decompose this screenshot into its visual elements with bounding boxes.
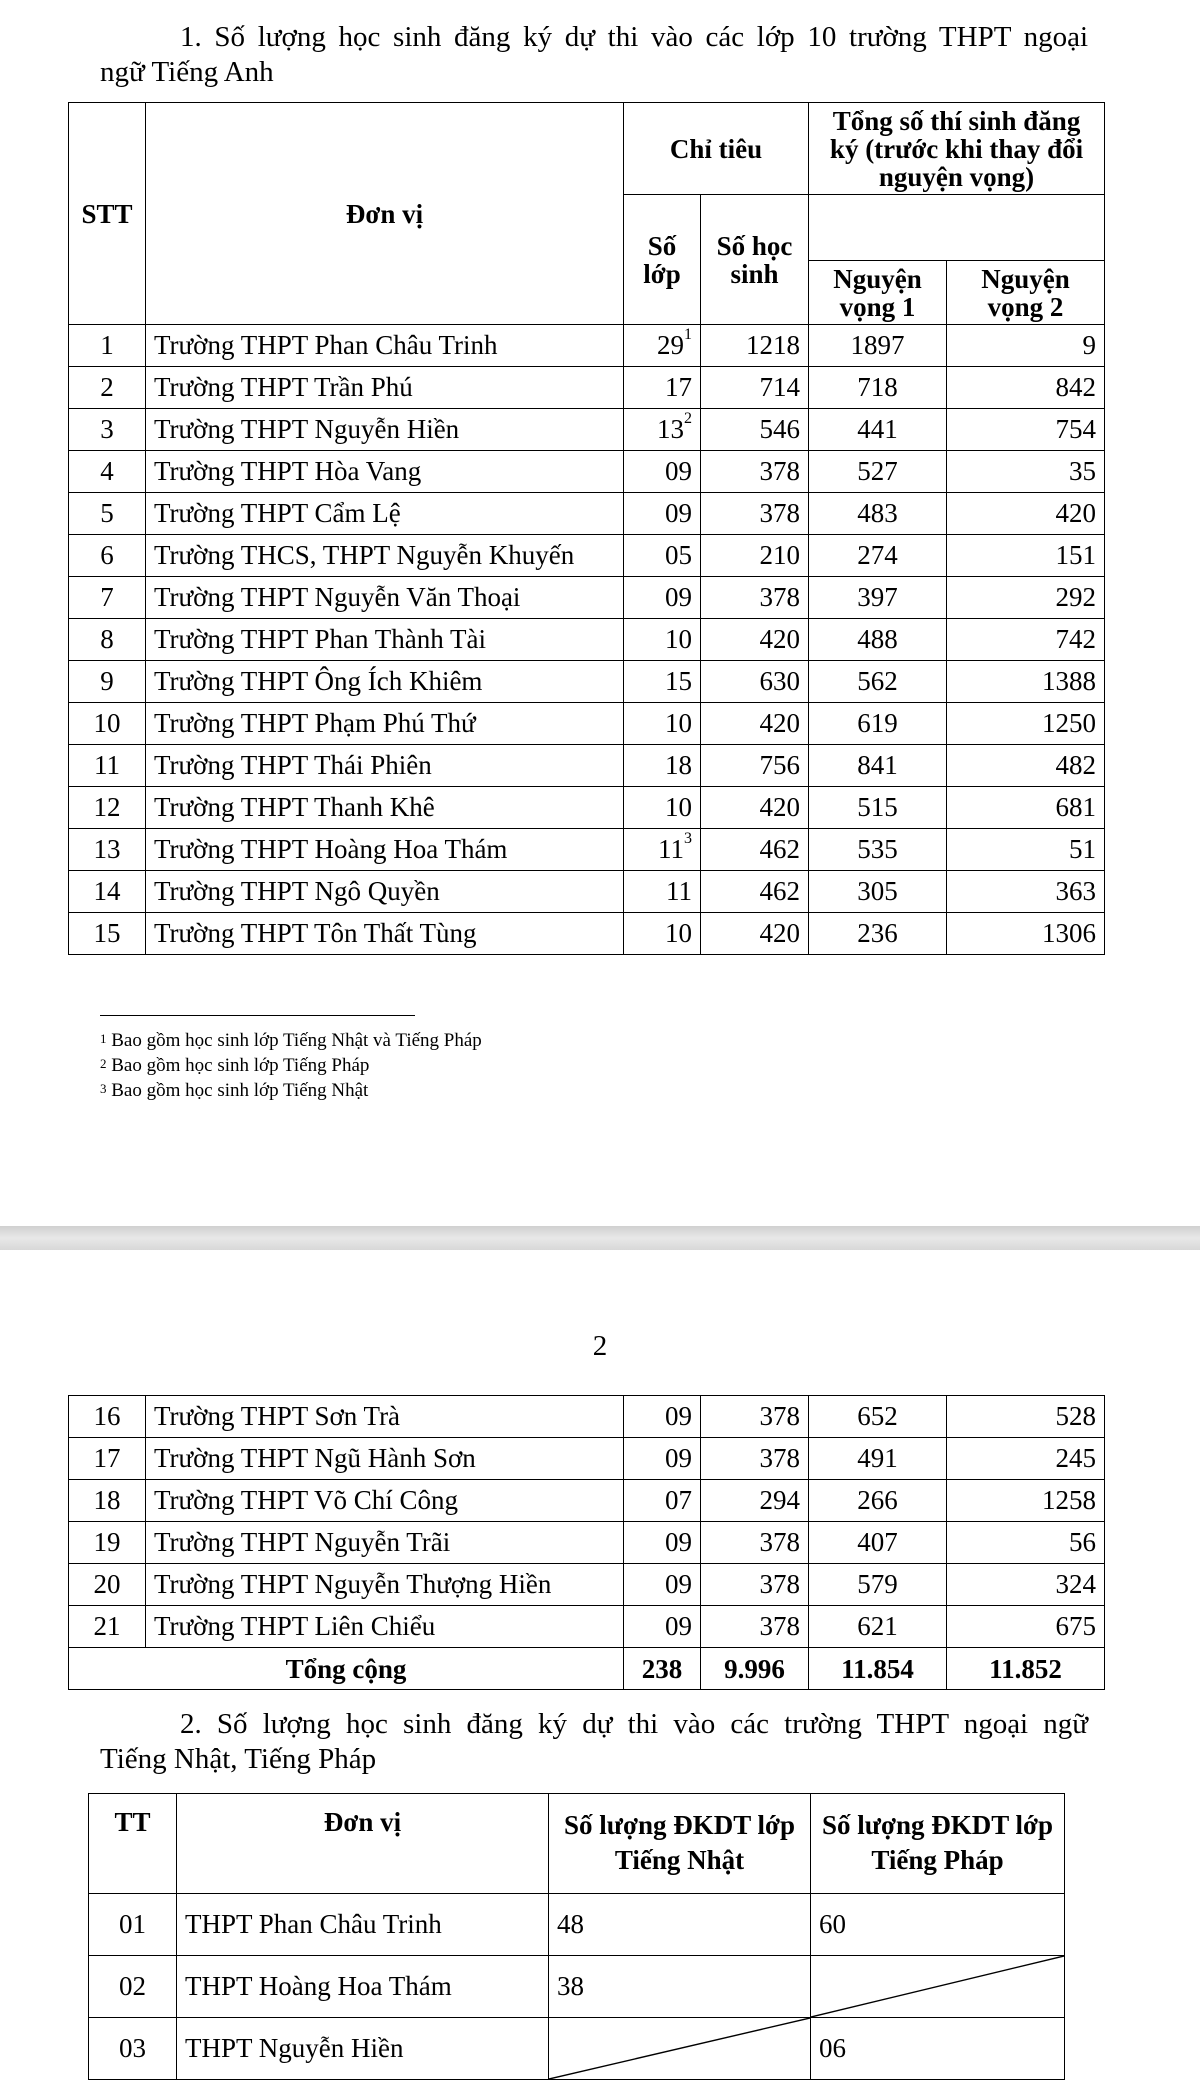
row-num-students: 378 <box>701 451 809 493</box>
row-num-classes <box>624 913 701 955</box>
row-nv2: 35 <box>947 451 1105 493</box>
row-num-classes-value: 10 <box>665 708 692 738</box>
row-unit-name: Trường THPT Cẩm Lệ <box>146 493 624 535</box>
table-row <box>69 1480 1105 1522</box>
row-nv2: 754 <box>947 409 1105 451</box>
row-num-students: 378 <box>701 1606 809 1648</box>
row-num-classes <box>624 493 701 535</box>
row-nv1: 397 <box>809 577 947 619</box>
header-tt: TT <box>89 1794 177 1894</box>
row-unit-name: THPT Hoàng Hoa Thám <box>177 1956 549 2018</box>
table-row <box>69 1396 1105 1438</box>
footnote <box>100 1028 482 1053</box>
row-num-students: 420 <box>701 703 809 745</box>
row-nv1: 1897 <box>809 325 947 367</box>
row-nv1: 621 <box>809 1606 947 1648</box>
row-num-classes <box>624 619 701 661</box>
row-unit-name: Trường THPT Nguyễn Trãi <box>146 1522 624 1564</box>
row-num-classes-value: 18 <box>665 750 692 780</box>
row-num-classes <box>624 577 701 619</box>
row-nv2: 56 <box>947 1522 1105 1564</box>
table-row <box>69 325 1105 367</box>
table-row <box>69 535 1105 577</box>
total-label: Tổng cộng <box>69 1648 624 1690</box>
english-table-continued-body <box>69 1396 1105 1648</box>
row-nv2: 675 <box>947 1606 1105 1648</box>
table-row <box>69 1522 1105 1564</box>
row-stt: 7 <box>69 577 146 619</box>
row-unit-name: Trường THPT Hòa Vang <box>146 451 624 493</box>
row-nv1: 266 <box>809 1480 947 1522</box>
total-nv1: 11.854 <box>809 1648 947 1690</box>
header-nv1: Nguyện vọng 1 <box>809 261 947 325</box>
row-stt: 1 <box>69 325 146 367</box>
row-nv2: 1258 <box>947 1480 1105 1522</box>
row-stt: 12 <box>69 787 146 829</box>
row-nv1: 652 <box>809 1396 947 1438</box>
row-num-students: 420 <box>701 787 809 829</box>
header-unit: Đơn vị <box>146 103 624 325</box>
row-num-students: 756 <box>701 745 809 787</box>
row-unit-name: THPT Phan Châu Trinh <box>177 1894 549 1956</box>
row-nv2: 1388 <box>947 661 1105 703</box>
row-unit-name: Trường THPT Nguyễn Hiền <box>146 409 624 451</box>
row-unit-name: Trường THPT Phan Châu Trinh <box>146 325 624 367</box>
row-nv2: 9 <box>947 325 1105 367</box>
row-stt: 2 <box>69 367 146 409</box>
row-nv2: 1306 <box>947 913 1105 955</box>
row-unit-name: Trường THPT Phạm Phú Thứ <box>146 703 624 745</box>
row-num-classes: 09 <box>624 1564 701 1606</box>
row-nv1: 515 <box>809 787 947 829</box>
footnote-number: 2 <box>100 1056 107 1071</box>
header-total-registered: Tổng số thí sinh đăng ký (trước khi thay đổi nguyện vọng) <box>809 103 1105 195</box>
row-num-classes-value: 29 <box>657 330 684 360</box>
table-row <box>69 829 1105 871</box>
row-nv2: 245 <box>947 1438 1105 1480</box>
table-row <box>69 451 1105 493</box>
document-page-2 <box>0 1250 1200 2096</box>
table-row <box>89 2018 1065 2080</box>
row-nv2: 420 <box>947 493 1105 535</box>
row-num-students: 378 <box>701 1438 809 1480</box>
row-nv2: 51 <box>947 829 1105 871</box>
row-num-classes-value: 10 <box>665 792 692 822</box>
header-japanese-count: Số lượng ĐKDT lớp Tiếng Nhật <box>549 1794 811 1894</box>
row-num-classes <box>624 829 701 871</box>
page-break <box>0 1226 1200 1250</box>
table-row <box>69 913 1105 955</box>
row-num-classes-value: 15 <box>665 666 692 696</box>
row-nv1: 562 <box>809 661 947 703</box>
row-unit-name: Trường THPT Võ Chí Công <box>146 1480 624 1522</box>
section-2-heading <box>100 1707 1088 1777</box>
row-nv1: 274 <box>809 535 947 577</box>
row-nv1: 718 <box>809 367 947 409</box>
table-row <box>69 1564 1105 1606</box>
row-unit-name: Trường THPT Thái Phiên <box>146 745 624 787</box>
header-nv2: Nguyện vọng 2 <box>947 261 1105 325</box>
row-num-classes: 09 <box>624 1606 701 1648</box>
row-stt: 14 <box>69 871 146 913</box>
table-row <box>89 1956 1065 2018</box>
row-nv2: 151 <box>947 535 1105 577</box>
row-num-classes-value: 17 <box>665 372 692 402</box>
footnote-text: Bao gồm học sinh lớp Tiếng Pháp <box>111 1055 370 1076</box>
row-num-classes: 07 <box>624 1480 701 1522</box>
row-nv2: 482 <box>947 745 1105 787</box>
row-stt: 11 <box>69 745 146 787</box>
header-unit-2: Đơn vị <box>177 1794 549 1894</box>
footnotes <box>100 1028 482 1103</box>
row-nv1: 841 <box>809 745 947 787</box>
row-num-students: 378 <box>701 493 809 535</box>
row-stt: 10 <box>69 703 146 745</box>
row-french-count: 06 <box>811 2018 1065 2080</box>
table-row <box>69 787 1105 829</box>
row-nv1: 483 <box>809 493 947 535</box>
row-nv2: 528 <box>947 1396 1105 1438</box>
row-num-classes <box>624 787 701 829</box>
section-1-heading <box>100 20 1088 90</box>
table-row <box>69 745 1105 787</box>
row-num-classes <box>624 745 701 787</box>
row-num-classes: 09 <box>624 1522 701 1564</box>
row-stt: 18 <box>69 1480 146 1522</box>
row-nv1: 305 <box>809 871 947 913</box>
row-stt: 17 <box>69 1438 146 1480</box>
row-unit-name: Trường THPT Tôn Thất Tùng <box>146 913 624 955</box>
english-registration-table <box>68 102 1105 955</box>
row-unit-name: Trường THPT Ông Ích Khiêm <box>146 661 624 703</box>
row-unit-name: Trường THPT Sơn Trà <box>146 1396 624 1438</box>
row-nv1: 579 <box>809 1564 947 1606</box>
row-nv1: 619 <box>809 703 947 745</box>
row-num-classes <box>624 409 701 451</box>
row-nv2: 842 <box>947 367 1105 409</box>
row-stt: 5 <box>69 493 146 535</box>
row-stt: 20 <box>69 1564 146 1606</box>
row-unit-name: Trường THPT Hoàng Hoa Thám <box>146 829 624 871</box>
footnote <box>100 1078 482 1103</box>
footnote-mark: 2 <box>684 410 692 427</box>
row-num-classes-value: 05 <box>665 540 692 570</box>
section-2-heading-line-2: Tiếng Nhật, Tiếng Pháp <box>100 1743 377 1775</box>
total-row <box>69 1648 1105 1690</box>
row-num-classes-value: 09 <box>665 498 692 528</box>
row-stt: 21 <box>69 1606 146 1648</box>
row-num-classes-value: 11 <box>666 876 692 906</box>
row-num-students: 378 <box>701 1522 809 1564</box>
row-unit-name: Trường THPT Liên Chiểu <box>146 1606 624 1648</box>
row-num-classes-value: 09 <box>665 582 692 612</box>
row-nv2: 742 <box>947 619 1105 661</box>
row-num-students: 1218 <box>701 325 809 367</box>
row-num-students: 462 <box>701 871 809 913</box>
row-unit-name: Trường THPT Nguyễn Thượng Hiền <box>146 1564 624 1606</box>
row-nv1: 491 <box>809 1438 947 1480</box>
footnote-mark: 1 <box>684 326 692 343</box>
row-nv1: 527 <box>809 451 947 493</box>
table-row <box>69 493 1105 535</box>
row-num-students: 462 <box>701 829 809 871</box>
row-nv2: 681 <box>947 787 1105 829</box>
japanese-french-table <box>88 1793 1065 2080</box>
page-number: 2 <box>592 1330 608 1362</box>
row-num-classes-value: 10 <box>665 624 692 654</box>
row-french-count: 60 <box>811 1894 1065 1956</box>
row-num-students: 546 <box>701 409 809 451</box>
row-num-students: 378 <box>701 1564 809 1606</box>
english-registration-table-continued <box>68 1395 1105 1690</box>
header-blank <box>809 195 1105 261</box>
row-num-students: 210 <box>701 535 809 577</box>
row-nv1: 488 <box>809 619 947 661</box>
total-nv2: 11.852 <box>947 1648 1105 1690</box>
row-num-students: 294 <box>701 1480 809 1522</box>
section-1-heading-line-1: 1. Số lượng học sinh đăng ký dự thi vào các lớp 10 trường THPT ngoại <box>180 21 1088 53</box>
row-unit-name: Trường THPT Thanh Khê <box>146 787 624 829</box>
row-nv2: 292 <box>947 577 1105 619</box>
row-nv1: 236 <box>809 913 947 955</box>
row-nv1: 441 <box>809 409 947 451</box>
row-unit-name: Trường THCS, THPT Nguyễn Khuyến <box>146 535 624 577</box>
table-row <box>69 661 1105 703</box>
header-french-count: Số lượng ĐKDT lớp Tiếng Pháp <box>811 1794 1065 1894</box>
row-unit-name: Trường THPT Phan Thành Tài <box>146 619 624 661</box>
row-stt: 4 <box>69 451 146 493</box>
row-num-classes-value: 10 <box>665 918 692 948</box>
row-num-classes-value: 09 <box>665 456 692 486</box>
table-row <box>69 409 1105 451</box>
row-num-students: 420 <box>701 913 809 955</box>
header-stt: STT <box>69 103 146 325</box>
header-num-classes: Số lớp <box>624 195 701 325</box>
strike-diagonal <box>549 2018 810 2079</box>
row-nv2: 1250 <box>947 703 1105 745</box>
footnote-separator <box>100 1015 415 1016</box>
row-num-classes <box>624 871 701 913</box>
section-2-heading-line-1: 2. Số lượng học sinh đăng ký dự thi vào các trường THPT ngoại ngữ <box>180 1708 1088 1740</box>
strike-diagonal <box>811 1956 1064 2017</box>
table-row <box>69 1438 1105 1480</box>
footnote-mark: 3 <box>684 830 692 847</box>
row-tt: 01 <box>89 1894 177 1956</box>
row-tt: 02 <box>89 1956 177 2018</box>
row-stt: 15 <box>69 913 146 955</box>
table-row <box>69 619 1105 661</box>
row-nv1: 535 <box>809 829 947 871</box>
footnote <box>100 1053 482 1078</box>
row-num-students: 714 <box>701 367 809 409</box>
row-stt: 6 <box>69 535 146 577</box>
japanese-french-table-body <box>89 1894 1065 2080</box>
row-japanese-count <box>549 2018 811 2080</box>
row-num-students: 378 <box>701 1396 809 1438</box>
row-num-classes: 09 <box>624 1438 701 1480</box>
row-num-classes: 09 <box>624 1396 701 1438</box>
row-unit-name: Trường THPT Nguyễn Văn Thoại <box>146 577 624 619</box>
row-num-classes <box>624 451 701 493</box>
footnote-number: 3 <box>100 1081 107 1096</box>
row-stt: 16 <box>69 1396 146 1438</box>
footnote-text: Bao gồm học sinh lớp Tiếng Nhật <box>111 1080 369 1101</box>
row-japanese-count: 48 <box>549 1894 811 1956</box>
total-students: 9.996 <box>701 1648 809 1690</box>
header-quota: Chỉ tiêu <box>624 103 809 195</box>
row-unit-name: Trường THPT Ngô Quyền <box>146 871 624 913</box>
table-row <box>69 367 1105 409</box>
row-tt: 03 <box>89 2018 177 2080</box>
row-nv1: 407 <box>809 1522 947 1564</box>
section-1-heading-line-2: ngữ Tiếng Anh <box>100 56 274 88</box>
row-num-students: 630 <box>701 661 809 703</box>
table-row <box>89 1894 1065 1956</box>
total-classes: 238 <box>624 1648 701 1690</box>
row-num-students: 420 <box>701 619 809 661</box>
row-num-classes <box>624 661 701 703</box>
row-nv2: 363 <box>947 871 1105 913</box>
english-table-body <box>69 325 1105 955</box>
footnote-number: 1 <box>100 1031 107 1046</box>
row-stt: 8 <box>69 619 146 661</box>
table-row <box>69 871 1105 913</box>
row-num-classes-value: 13 <box>657 414 684 444</box>
row-nv2: 324 <box>947 1564 1105 1606</box>
row-num-classes <box>624 367 701 409</box>
row-num-classes <box>624 703 701 745</box>
row-french-count <box>811 1956 1065 2018</box>
row-num-students: 378 <box>701 577 809 619</box>
row-num-classes <box>624 325 701 367</box>
footnote-text: Bao gồm học sinh lớp Tiếng Nhật và Tiếng Pháp <box>111 1030 482 1051</box>
row-num-classes-value: 11 <box>658 834 684 864</box>
row-japanese-count: 38 <box>549 1956 811 2018</box>
diagonal-line <box>811 1956 1064 2017</box>
row-stt: 3 <box>69 409 146 451</box>
table-row <box>69 577 1105 619</box>
row-stt: 19 <box>69 1522 146 1564</box>
table-row <box>69 703 1105 745</box>
row-unit-name: THPT Nguyễn Hiền <box>177 2018 549 2080</box>
row-stt: 9 <box>69 661 146 703</box>
table-row <box>69 1606 1105 1648</box>
row-unit-name: Trường THPT Trần Phú <box>146 367 624 409</box>
row-stt: 13 <box>69 829 146 871</box>
diagonal-line <box>549 2018 810 2079</box>
row-unit-name: Trường THPT Ngũ Hành Sơn <box>146 1438 624 1480</box>
header-num-students: Số học sinh <box>701 195 809 325</box>
row-num-classes <box>624 535 701 577</box>
